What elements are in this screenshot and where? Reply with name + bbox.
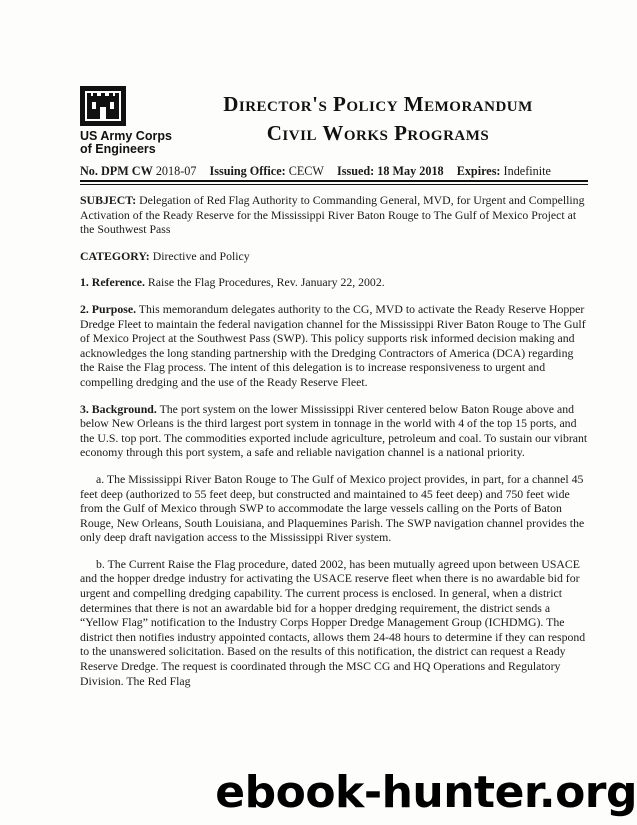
issued-date: Issued: 18 May 2018 [336, 164, 444, 178]
subject-paragraph [80, 193, 588, 237]
memo-number: No. DPM CW 2018-07 [80, 164, 197, 178]
issuing-office: Issuing Office: CECW [209, 164, 324, 178]
reference-paragraph [80, 275, 588, 290]
castle-icon [80, 86, 126, 126]
background-label: 3. Background. [80, 401, 157, 416]
reference-label: 1. Reference. [80, 275, 145, 290]
title-line-2: Civil Works Programs [266, 121, 490, 145]
title-line-1: Director's Policy Memorandum [223, 92, 533, 116]
watermark: ebook-hunter.org [215, 767, 637, 818]
background-text: The port system on the lower Mississippi River centered below Baton Rouge above and below New Orleans is the third largest port system in tonnage in the world with 4 of the top 15 ports, and the U.S. top port. The commodities exported include agriculture, petroleum and coal. To sustain our vibrant economy through this port system, a safe and reliable navigation channel is a national priority. [80, 401, 588, 460]
header-rule-thin [80, 184, 588, 185]
header-rule [80, 180, 588, 182]
category-text: Directive and Policy [152, 248, 250, 263]
background-paragraph [80, 402, 588, 460]
expires: Expires: Indefinite [456, 164, 551, 178]
purpose-label: 2. Purpose. [80, 301, 137, 316]
paragraph-b: b. The Current Raise the Flag procedure, dated 2002, has been mutually agreed upon between USACE and the hopper dredge industry for activating the USACE reserve fleet when there is no awardable bid for urgent and compelling dredging capability. The current process is enclosed. In general, when a district determines that there is not an awardable bid for a hopper dredging requirement, the district sends a “Yellow Flag” notification to the Industry Corps Hopper Dredge Management Group (ICHDMG). The district then notifies industry appointed contacts, allows them 24-48 hours to determine if they can respond to the unanswered solicitation. Based on the results of this notification, the district can request a Ready Reserve Dredge. The request is coordinated through the MSC CG and HQ Operations and Regulatory Division. The Red Flag [80, 556, 586, 688]
org-name-line1: US Army Corps [80, 129, 172, 143]
subject-label: SUBJECT: [80, 193, 137, 207]
org-name [80, 130, 180, 156]
subject-text: Delegation of Red Flag Authority to Commanding General, MVD, for Urgent and Compelling Activation of the Ready Reserve for the Mississippi River Baton Rouge to The Gulf of Mexico Project at the Southwest Pass [80, 193, 585, 237]
paragraph-a: a. The Mississippi River Baton Rouge to The Gulf of Mexico project provides, in part, for a channel 45 feet deep (authorized to 55 feet deep, but constructed and maintained to 45 feet deep) and 750 feet wide from the Gulf of Mexico through SWP to accommodate the large vessels calling on the Ports of Baton Rouge, New Orleans, South Louisiana, and Plaquemines Parish. The SWP navigation channel provides the only deep draft navigation access to the Mississippi River system. [80, 471, 585, 545]
purpose-paragraph [80, 302, 588, 390]
category-paragraph [80, 249, 588, 264]
memo-title [178, 90, 578, 148]
org-name-line2: of Engineers [80, 142, 156, 156]
usace-logo [80, 86, 180, 156]
purpose-text: This memorandum delegates authority to the CG, MVD to activate the Ready Reserve Hopper Dredge Fleet to maintain the federal navigation channel for the Mississippi River Baton Rouge to The Gulf of Mexico Project at the Southwest Pass (SWP). This policy supports risk informed decision making and acknowledges the long standing partnership with the Dredging Contractors of America (DCA) regarding the Raise the Flag process. The intent of this delegation is to increase responsiveness to urgent and compelling dredging and the use of the Ready Reserve Fleet. [80, 301, 586, 389]
memo-body [80, 193, 588, 700]
memo-meta-row [80, 164, 585, 179]
category-label: CATEGORY: [80, 248, 150, 263]
reference-text: Raise the Flag Procedures, Rev. January 22, 2002. [147, 275, 385, 290]
